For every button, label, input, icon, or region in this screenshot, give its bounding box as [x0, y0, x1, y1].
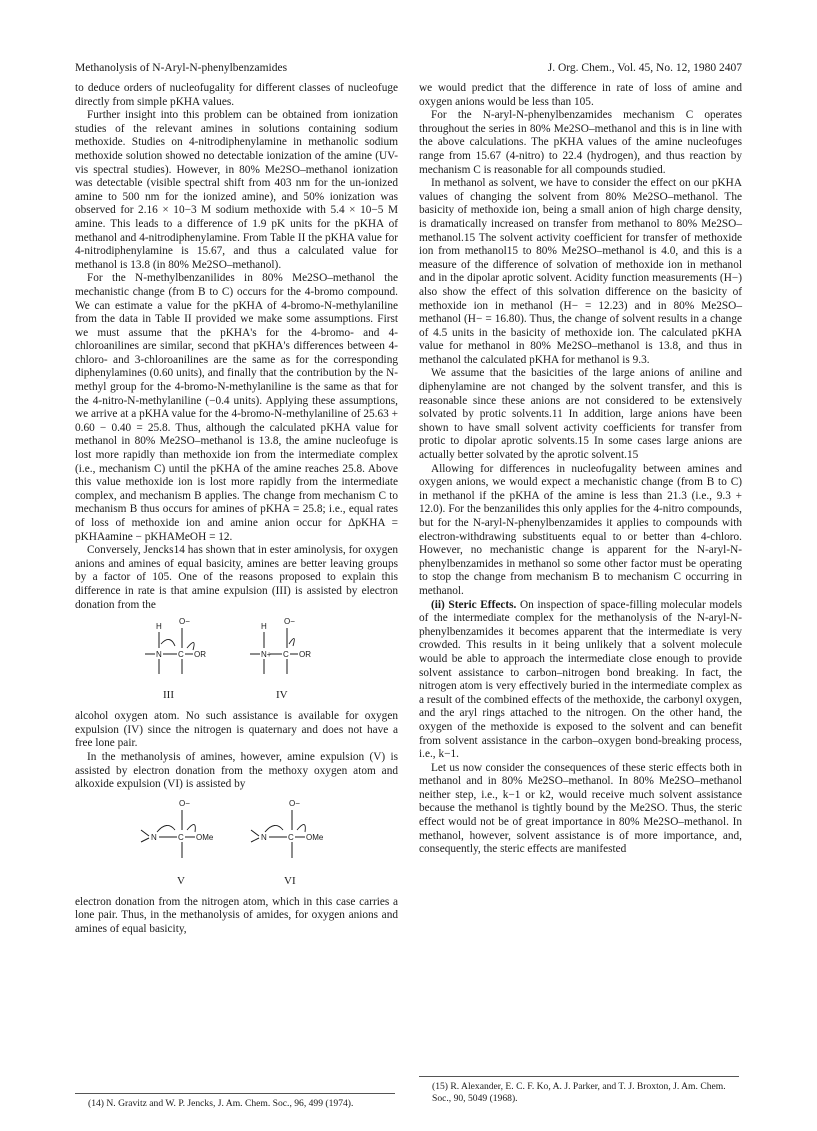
- paragraph: electron donation from the nitrogen atom, which in this case carries a lone pair. Thus, in the methanolysis of amides, for oxygen anions and amines of equal basicity,: [75, 895, 398, 935]
- atom-label: O−: [289, 798, 300, 808]
- footnote-15: (15) R. Alexander, E. C. F. Ko, A. J. Parker, and T. J. Broxton, J. Am. Chem. Soc., 90, 5049 (1968).: [432, 1081, 726, 1104]
- compound-label-III: III: [163, 689, 174, 702]
- compound-label-IV: IV: [276, 689, 288, 702]
- paragraph: alcohol oxygen atom. No such assistance is available for oxygen expulsion (IV) since the nitrogen is quaternary and does not have a free lone pair.: [75, 710, 398, 750]
- paragraph: Conversely, Jencks14 has shown that in ester aminolysis, for oxygen anions and amines of equal basicity, amines are better leaving groups by a factor of 105. One of the reasons proposed to explain this difference in rate is that amine expulsion (III) is assisted by electron donation from the: [75, 544, 398, 611]
- structures-III-IV: [75, 614, 398, 708]
- running-header-journal: J. Org. Chem., Vol. 45, No. 12, 1980 2407: [547, 62, 742, 74]
- atom-label: OR: [299, 650, 311, 660]
- atom-label: N: [261, 832, 267, 842]
- paragraph: In methanol as solvent, we have to consider the effect on our pKHA values of changing the solvent from 80% Me2SO–methanol. The basicity of methoxide ion, being a small anion of high charge density, is dramatically increased on transfer from methanol to 80% Me2SO–methanol.15 The solvent activity coefficient for transfer of methoxide ion from methanol15 to 80% Me2SO–methanol is 4.0, and this is a measure of the difference of solvation of methoxide ion in methanol and in the dipolar aprotic solvent. Acidity function measurements (H−) also show the effect of this solvation difference on the basicity of methoxide ion in methanol (H− = 12.23) and in 80% Me2SO–methanol (H− = 16.80). Thus, the change of solvent results in a change of 4.5 units in the basicity of methoxide ion. The calculated pKHA value for methanol in 80% Me2SO–methanol is 13.8, and thus in methanol the calculated pKHA for methanol is 9.3.: [419, 177, 742, 366]
- left-column: [75, 82, 398, 937]
- paragraph: Further insight into this problem can be obtained from ionization studies of the relevant amines in solutions containing sodium methoxide. Studies on 4-nitrodiphenylamine in methanolic sodium methoxide solution showed no detectable ionization of the amine (UV-vis spectral studies). However, in 80% Me2SO–methanol ionization was detectable (visible spectral shift from 403 nm for the un-ionized amine to 500 nm for the ionized amine), and 50% ionization was observed for 2.16 × 10−3 M sodium methoxide with 5.4 × 10−5 M amine. This leads to a difference of 1.9 pK units for the pKHA of methanol and 4-nitrodiphenylamine. From Table II the pKHA value for 4-nitrodiphenylamine is 15.67, and thus a calculated value for methanol is 13.8 (in 80% Me2SO–methanol).: [75, 109, 398, 271]
- atom-label: O−: [284, 617, 295, 627]
- paragraph: We assume that the basicities of the large anions of aniline and diphenylamine are not changed by the solvent transfer, and this is reasonable since these anions are not considered to be extensively solvated by protic solvents.11 In addition, large anions have been shown to have small solvent activity coefficients for transfer from protic to dipolar aprotic solvents.15 In some cases large anions are actually better solvated by the aprotic solvent.15: [419, 367, 742, 462]
- paragraph-body: On inspection of space-filling molecular models of the intermediate complex for the methanolysis of the N-aryl-N-phenylbenzamides it becomes apparent that the intermediate is very crowded. This results in it being unlikely that a solvent molecule would be able to approach the intermediate close enough to provide solvent assistance to carbon–nitrogen bond breaking. In fact, the nitrogen atom is very effectively buried in the intermediate complex as a result of the combined effects of the methoxide, the carbonyl oxygen, and the aryl rings attached to the nitrogen. On the other hand, the oxygen of the methoxide is exposed to the solvent and can benefit from solvent assistance in the carbon–oxygen bond-breaking process, i.e., k−1.: [419, 598, 742, 761]
- running-header-title: Methanolysis of N-Aryl-N-phenylbenzamides: [75, 62, 288, 74]
- right-column: [419, 82, 742, 857]
- compound-label-VI: VI: [284, 874, 296, 887]
- atom-label: C: [178, 650, 184, 660]
- atom-label: C: [283, 650, 289, 660]
- paragraph: to deduce orders of nucleofugality for different classes of nucleofuge directly from simple pKHA values.: [75, 82, 398, 108]
- paragraph: Let us now consider the consequences of these steric effects both in methanol and in 80% Me2SO–methanol. In 80% Me2SO–methanol neither step, i.e., k−1 or k2, would receive much solvent assistance because the methanol is tightly bound by the Me2SO. Thus, the steric effect would not be of great importance in 80% Me2SO–methanol. In methanol, however, solvent assistance is of more importance, and, consequently, the steric effects are manifested: [419, 761, 742, 856]
- atom-label: OR: [194, 650, 206, 660]
- atom-label: H: [156, 622, 162, 632]
- footnote-rule-right: [419, 1076, 739, 1077]
- structure-V: [141, 799, 214, 887]
- atom-label: N: [151, 832, 157, 842]
- structures-V-VI-drawing: [75, 794, 398, 894]
- structure-IV: [250, 617, 311, 701]
- atom-label: O−: [179, 798, 190, 808]
- structures-III-IV-drawing: [75, 614, 398, 708]
- atom-label: C: [288, 832, 294, 842]
- paragraph: For the N-methylbenzanilides in 80% Me2SO–methanol the mechanistic change (from B to C) occurs for the 4-bromo compound. We can estimate a value for the pKHA of 4-bromo-N-methylaniline from the data in Table II provided we make some assumptions. First we must assume that the pKHA's for the 4-bromo- and 4-chloroanilines are similar, second that pKHA's differences between 4-chloro- and 3-chloroanilines are the same as for the corresponding diphenylamines (0.60 units), and finally that the contribution by the N-methyl group for the 4-bromo-N-methylaniline is the same as that for the 4-nitro-N-methylaniline (−0.4 units). Applying these assumptions, we arrive at a pKHA value for the 4-bromo-N-methylaniline of 25.63 + 0.60 − 0.40 = 25.8. Thus, although the calculated pKHA value for methanol in 80% Me2SO–methanol is 13.8, the amine nucleofuge is lost more rapidly than methoxide ion from the intermediate complex (i.e., mechanism C) until the pKHA of the amine reaches 25.8. Above this value methoxide ion is lost more rapidly from the intermediate complex, and mechanism B applies. The change from mechanism C to mechanism B thus occurs for amines of pKHA = 25.8; i.e., equal rates of loss of methoxide ion and amine anion occur for ΔpKHA = pKHAamine − pKHAMeOH = 12.: [75, 272, 398, 543]
- atom-label: O−: [179, 617, 190, 627]
- structure-III: [145, 617, 206, 701]
- structure-VI: [251, 799, 324, 887]
- footnote-rule-left: [75, 1093, 395, 1094]
- paragraph: we would predict that the difference in rate of loss of amine and oxygen anions would be less than 105.: [419, 82, 742, 108]
- footnote-14: (14) N. Gravitz and W. P. Jencks, J. Am. Chem. Soc., 96, 499 (1974).: [88, 1098, 354, 1109]
- paragraph: In the methanolysis of amines, however, amine expulsion (V) is assisted by electron donation from the methoxy oxygen atom and alkoxide expulsion (VI) is assisted by: [75, 750, 398, 791]
- paragraph: [419, 599, 742, 762]
- atom-label: OMe: [196, 832, 214, 842]
- paragraph: For the N-aryl-N-phenylbenzamides mechanism C operates throughout the series in 80% Me2SO–methanol and this is in line with the above calculations. The pKHA values of the amine nucleofuges range from 15.67 (4-nitro) to 22.4 (hydrogen), and thus reaction by mechanism C is reasonable for all compounds studied.: [419, 109, 742, 176]
- section-heading: (ii) Steric Effects.: [431, 598, 517, 611]
- compound-label-V: V: [177, 874, 185, 887]
- atom-label: C: [178, 832, 184, 842]
- atom-label: N+: [261, 650, 272, 660]
- atom-label: N: [156, 650, 162, 660]
- atom-label: OMe: [306, 832, 324, 842]
- paragraph: Allowing for differences in nucleofugality between amines and oxygen anions, we would expect a mechanistic change (from B to C) in methanol if the pKHA of the amine is less than 21.3 (i.e., 9.3 + 12.0). For the benzanilides this only applies for the 4-nitro compounds, but for the N-aryl-N-phenylbenzamides it applies to compounds with electron-withdrawing substituents equal to or better than 4-chloro. However, no mechanistic change is apparent for the N-aryl-N-phenylbenzamides in methanol so some other factor must be operating to stop the change from mechanism B to mechanism C occurring in methanol.: [419, 462, 742, 597]
- structures-V-VI: [75, 794, 398, 894]
- atom-label: H: [261, 622, 267, 632]
